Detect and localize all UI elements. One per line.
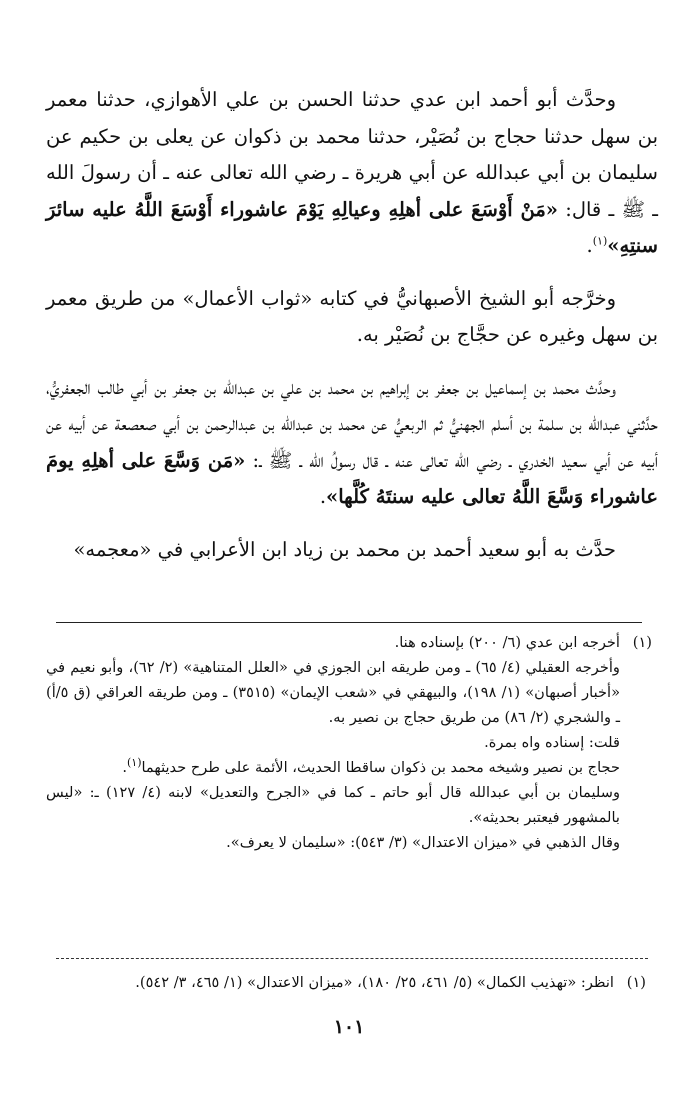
footnote-line: وقال الذهبي في «ميزان الاعتدال» (٣/ ٥٤٣): «سليمان لا يعرف». xyxy=(226,834,620,851)
page-number: ١٠١ xyxy=(333,1016,365,1038)
footnote-line: حجاج بن نصير وشيخه محمد بن ذكوان ساقطا الحديث، الأئمة على طرح حديثهما$^{(١)}$. xyxy=(122,756,620,776)
paragraph-4: حدَّث به أبو سعيد أحمد بن محمد بن زياد ابن الأعرابي في «معجمه» xyxy=(73,537,616,561)
footnote-1 xyxy=(46,630,652,855)
footnotes-section xyxy=(46,630,652,855)
subnote-number: (١) xyxy=(626,974,646,991)
footnote-line: وسليمان بن أبي عبدالله قال أبو حاتم ـ كما في «الجرح والتعديل» لابنه (٤/ ١٢٧) ـ: «ليس بالمشهور فيعتبر بحديثه». xyxy=(46,784,620,826)
hadith-quote-1: «مَنْ أَوْسَعَ على أهلِهِ وعيالِهِ يَوْمَ عاشوراء أَوْسَعَ اللَّهُ عليه سائرَ سنتِهِ» xyxy=(46,197,658,257)
paragraph-2: وخرَّجه أبو الشيخ الأصبهانيُّ في كتابه «ثواب الأعمال» من طريق معمر بن سهل وغيره عن حجَّاج بن نُصَيْر به. xyxy=(46,286,658,346)
paragraph-3: وحدَّث محمد بن إسماعيل بن جعفر بن إبراهيم بن محمد بن علي بن عبدالله بن جعفر بن أبي طالب الجعفريُّ، حدَّثني عبدالله بن سلمة بن أسلم الجهنيُّ ثم الربعيُّ عن محمد بن عبدالله بن عبدالرحمن بن أبي صعصعة عن أبيه عن أبيه عن أبي سعيد الخدري ـ رضي الله تعالى عنه ـ قال رسولُ الله ـ ﷺ ـ: «مَن وَسَّعَ على أهلِهِ يومَ عاشوراء وَسَّعَ اللَّهُ تعالى عليه سنتَهُ كُلَّها». xyxy=(46,375,658,508)
footnote-divider xyxy=(56,622,642,623)
subnote xyxy=(46,970,646,995)
subnote-text: انظر: «تهذيب الكمال» (٥/ ٤٦١، ٢٥/ ١٨٠)، «ميزان الاعتدال» (١/ ٤٦٥، ٣/ ٥٤٢). xyxy=(135,974,614,991)
footnote-line: قلت: إسناده واه بمرة. xyxy=(484,734,620,751)
footnote-ref-inner[interactable]: (١) xyxy=(126,756,142,770)
main-text xyxy=(46,82,658,568)
footnote-ref-1[interactable]: (١) xyxy=(592,234,608,248)
footnote-line: وأخرجه العقيلي (٤/ ٦٥) ـ ومن طريقه ابن الجوزي في «العلل المتناهية» (٢/ ٦٢)، وأبو نعيم في «أخبار أصبهان» (١/ ١٩٨)، والبيهقي في «شعب الإيمان» (٣٥١٥) ـ ومن طريقه العراقي (ق ٥/أ) ـ والشجري (٢/ ٨٦) من طريق حجاج بن نصير به. xyxy=(46,659,620,726)
footnote-line: أخرجه ابن عدي (٦/ ٢٠٠) بإسناده هنا. xyxy=(394,634,620,651)
paragraph-1: وحدَّث أبو أحمد ابن عدي حدثنا الحسن بن علي الأهوازي، حدثنا معمر بن سهل حدثنا حجاج بن نُصَيْر، حدثنا محمد بن ذكوان عن يعلى بن حكيم عن سليمان بن أبي عبدالله عن أبي هريرة ـ رضي الله تعالى عنه ـ أن رسولَ الله ـ ﷺ ـ قال: «مَنْ أَوْسَعَ على أهلِهِ وعيالِهِ يَوْمَ عاشوراء أَوْسَعَ اللَّهُ عليه سائرَ سنتِهِ»$^{(١)}$. xyxy=(46,88,658,257)
footnote-number: (١) xyxy=(632,634,652,651)
subnote-divider xyxy=(56,958,648,959)
hadith-quote-2: «مَن وَسَّعَ على أهلِهِ يومَ عاشوراء وَسَّعَ اللَّهُ تعالى عليه سنتَهُ كُلَّها» xyxy=(46,448,658,508)
